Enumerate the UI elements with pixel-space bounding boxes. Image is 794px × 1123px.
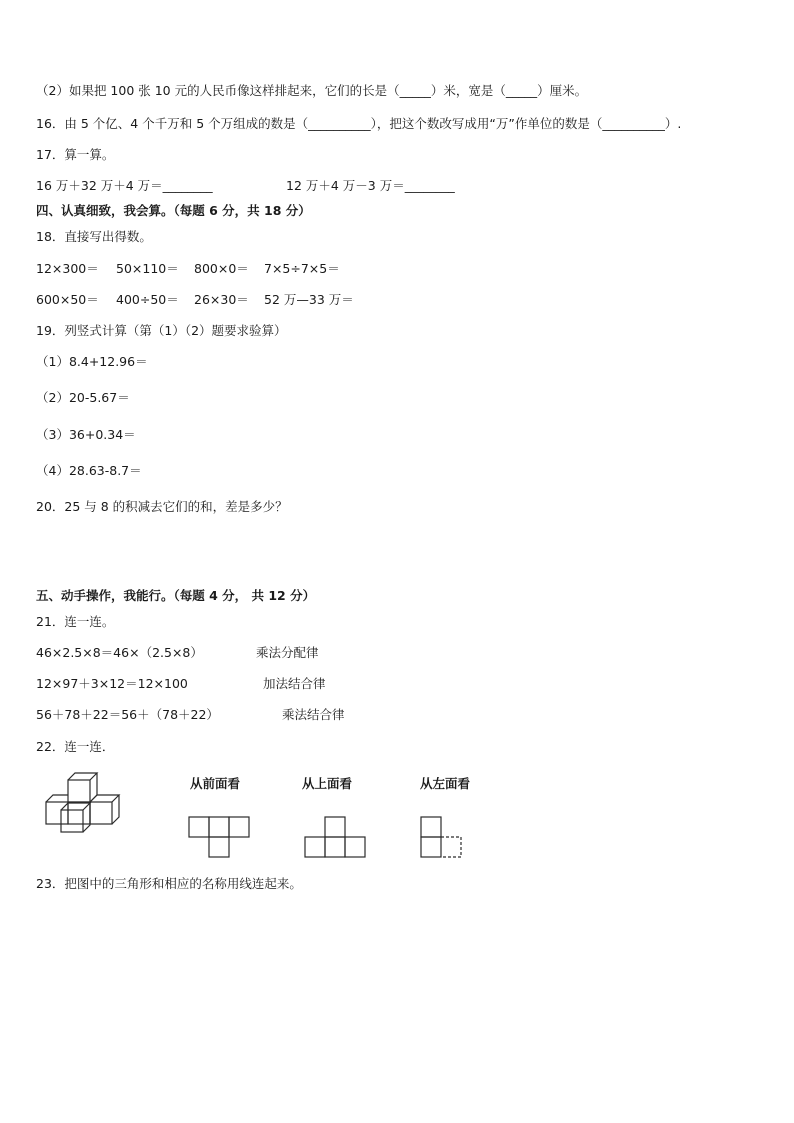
q19-item: （3）36+0.34＝ — [36, 427, 136, 442]
view-caption-front: 从前面看 — [190, 776, 241, 791]
cube-middle — [68, 802, 90, 824]
q19-item: （4）28.63-8.7＝ — [36, 463, 142, 478]
q18-row2-item: 52 万—33 万＝ — [264, 292, 354, 307]
q18-row2-item: 26×30＝ — [194, 292, 249, 307]
q21-title: 21．连一连。 — [36, 614, 115, 629]
q18-row2-item: 600×50＝ — [36, 292, 99, 307]
q22-title: 22．连一连． — [36, 739, 115, 754]
section-4-heading: 四、认真细致，我会算。（每题 6 分，共 18 分） — [36, 203, 311, 218]
q18-row1-item: 50×110＝ — [116, 261, 179, 276]
q15-part2-text: （2）如果把 100 张 10 元的人民币像这样排起来，它们的长是（_____）米，宽是（_____）厘米。 — [36, 83, 588, 98]
q19-item: （1）8.4+12.96＝ — [36, 354, 148, 369]
q19-item: （2）20-5.67＝ — [36, 390, 130, 405]
q21-right-law: 乘法分配律 — [256, 645, 319, 660]
cube-top — [68, 773, 97, 802]
q18-row2-item: 400÷50＝ — [116, 292, 179, 307]
left-view-figure[interactable] — [420, 816, 466, 860]
q18-row1-item: 7×5÷7×5＝ — [264, 261, 340, 276]
view-caption-left: 从左面看 — [420, 776, 471, 791]
q18-row1-item: 800×0＝ — [194, 261, 249, 276]
q16-text: 16．由 5 个亿、4 个千万和 5 个万组成的数是（__________），把这个数改写成用“万”作单位的数是（__________）. — [36, 116, 682, 131]
section-5-heading: 五、动手操作，我能行。（每题 4 分， 共 12 分） — [36, 588, 316, 603]
q21-left-expr: 56＋78＋22＝56＋（78＋22） — [36, 707, 219, 722]
q19-title: 19．列竖式计算（第（1）（2）题要求验算） — [36, 323, 287, 338]
q21-right-law: 加法结合律 — [263, 676, 326, 691]
cube-right — [90, 795, 119, 824]
q21-left-expr: 46×2.5×8＝46×（2.5×8） — [36, 645, 203, 660]
q17-expr-1: 16 万＋32 万＋4 万＝________ — [36, 178, 213, 193]
view-caption-top: 从上面看 — [302, 776, 353, 791]
q21-right-law: 乘法结合律 — [282, 707, 345, 722]
q23-text: 23．把图中的三角形和相应的名称用线连起来。 — [36, 876, 302, 891]
top-view-figure[interactable] — [304, 816, 368, 860]
q18-title: 18．直接写出得数。 — [36, 229, 152, 244]
q17-title: 17．算一算。 — [36, 147, 115, 162]
front-view-figure[interactable] — [188, 816, 252, 860]
q18-row1-item: 12×300＝ — [36, 261, 99, 276]
q17-expr-2: 12 万＋4 万－3 万＝________ — [286, 178, 455, 193]
cube-front — [61, 803, 90, 832]
q20-text: 20．25 与 8 的积减去它们的和，差是多少？ — [36, 499, 288, 514]
q21-left-expr: 12×97＋3×12＝12×100 — [36, 676, 188, 691]
cube-stack-figure — [44, 772, 136, 838]
